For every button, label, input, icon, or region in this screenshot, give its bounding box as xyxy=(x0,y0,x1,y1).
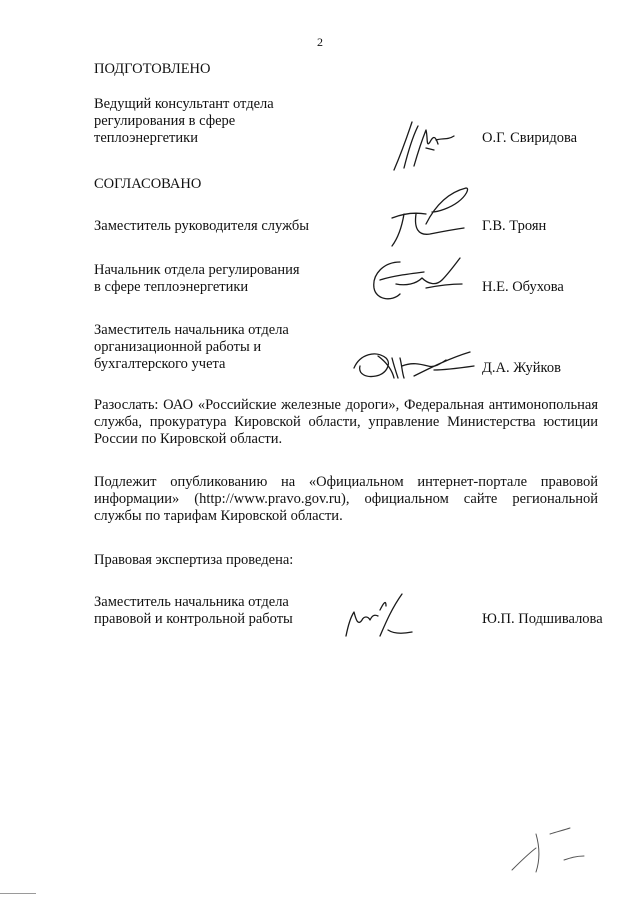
agreed-role-line: Заместитель начальника отдела xyxy=(94,322,289,338)
legal-review-statement: Правовая экспертиза проведена: xyxy=(94,552,294,568)
agreed-role-line: бухгалтерского учета xyxy=(94,356,226,372)
legal-review-name: Ю.П. Подшивалова xyxy=(482,611,603,627)
agreed-role-line: Заместитель руководителя службы xyxy=(94,218,310,234)
agreed-role-line: организационной работы и xyxy=(94,339,262,355)
signature-podshivalova xyxy=(340,590,418,642)
legal-review-role xyxy=(94,594,354,628)
signature-zhuykov xyxy=(350,344,478,384)
agreed-heading: СОГЛАСОВАНО xyxy=(94,176,202,192)
signature-obukhova xyxy=(366,254,466,306)
agreed-role-3 xyxy=(94,322,354,373)
publication-paragraph: Подлежит опубликованию на «Официальном интернет-портале правовой информации» (http://www.pravo.gov.ru), официальном сайте региональной службы по тарифам Кировской области. xyxy=(94,474,598,524)
prepared-role xyxy=(94,96,354,147)
prepared-role-line: регулирования в сфере xyxy=(94,113,236,129)
marginal-initials xyxy=(506,826,594,876)
prepared-name: О.Г. Свиридова xyxy=(482,130,578,146)
distribution-paragraph: Разослать: ОАО «Российские железные дороги», Федеральная антимонопольная служба, прокуратура Кировской области, управление Министерства юстиции России по Кировской области. xyxy=(94,397,598,447)
prepared-heading: ПОДГОТОВЛЕНО xyxy=(94,61,211,77)
page-number: 2 xyxy=(317,35,323,49)
agreed-role-line: в сфере теплоэнергетики xyxy=(94,279,249,295)
legal-review-role-line: Заместитель начальника отдела xyxy=(94,594,289,610)
prepared-role-line: теплоэнергетики xyxy=(94,130,198,146)
signature-troyan xyxy=(378,184,478,252)
signature-sviridova xyxy=(390,118,460,174)
agreed-role-1 xyxy=(94,218,354,235)
prepared-role-line: Ведущий консультант отдела xyxy=(94,96,274,112)
agreed-name-2: Н.Е. Обухова xyxy=(482,279,564,295)
agreed-role-line: Начальник отдела регулирования xyxy=(94,262,300,278)
legal-review-role-line: правовой и контрольной работы xyxy=(94,611,293,627)
agreed-name-3: Д.А. Жуйков xyxy=(482,360,561,376)
agreed-name-1: Г.В. Троян xyxy=(482,218,547,234)
agreed-role-2 xyxy=(94,262,354,296)
page-edge-line xyxy=(0,893,36,894)
